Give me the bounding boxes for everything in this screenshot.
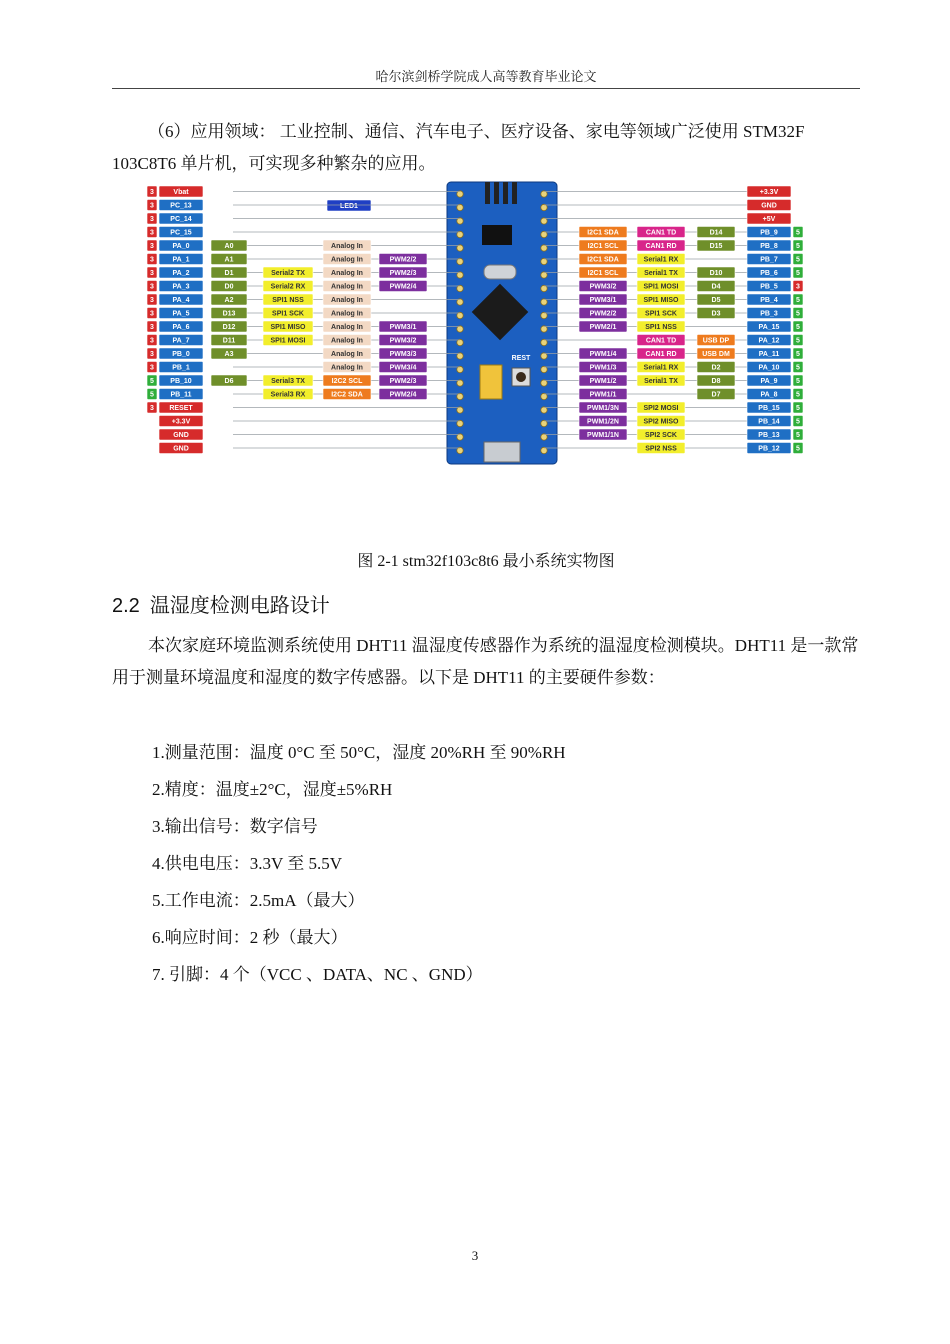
left-tolerance-badge-label: 3 xyxy=(150,310,154,318)
left-pin-name-label: PA_6 xyxy=(172,324,190,331)
left-pin-name-label: PC_14 xyxy=(170,216,192,223)
left-pin-function-label: Analog In xyxy=(331,297,363,304)
left-pin-name-label: PA_5 xyxy=(172,310,190,318)
section-heading xyxy=(112,589,330,618)
left-pin-function-label: Serial3 RX xyxy=(270,391,306,399)
left-tolerance-badge-label: 3 xyxy=(150,256,154,264)
left-tolerance-badge-label: 3 xyxy=(150,297,154,304)
left-pin-function-label: Serial3 TX xyxy=(271,378,305,385)
left-pin-function-label: PWM2/4 xyxy=(389,391,417,399)
left-tolerance-badge-label: 3 xyxy=(150,351,154,358)
right-tolerance-badge-label: 3 xyxy=(796,283,800,291)
figure-caption: 图 2-1 stm32f103c8t6 最小系统实物图 xyxy=(357,553,615,570)
right-pin-name-label: PB_6 xyxy=(760,270,778,277)
right-pin-function-label: PWM2/2 xyxy=(589,310,617,318)
running-header: 哈尔滨剑桥学院成人高等教育毕业论文 xyxy=(375,69,597,84)
left-pin-name-label: PA_0 xyxy=(172,243,190,250)
right-pin-name-label: GND xyxy=(761,202,777,210)
swd-header-pin xyxy=(494,182,499,204)
left-tolerance-badge-label: 3 xyxy=(150,216,154,223)
right-pin-function-label: Serial1 RX xyxy=(643,364,679,372)
right-pin-function-label: CAN1 TD xyxy=(645,337,677,345)
right-pin-function-label: SPI2 SCK xyxy=(645,432,677,439)
left-pin-function-label: PWM2/4 xyxy=(389,283,417,291)
right-pin-name-label: +3.3V xyxy=(759,189,779,196)
right-pin-function-label: D15 xyxy=(709,243,723,250)
left-pin-name-label: PC_15 xyxy=(170,229,192,237)
right-pin-name-label: PA_8 xyxy=(760,391,778,399)
led-label-label: LED1 xyxy=(340,203,358,210)
left-pin-function-label: A2 xyxy=(224,297,234,304)
left-pin-name-label: PC_13 xyxy=(170,202,192,210)
usb-connector xyxy=(484,442,520,462)
right-tolerance-badge-label: 5 xyxy=(796,297,800,304)
right-pin-function-label: USB DP xyxy=(702,337,730,345)
right-tolerance-badge-label: 5 xyxy=(796,270,800,277)
left-pin-name-label: GND xyxy=(173,432,189,439)
left-pin-function-label: Serial2 TX xyxy=(271,270,305,277)
right-tolerance-badge-label: 5 xyxy=(796,432,800,439)
left-tolerance-badge-label: 3 xyxy=(150,229,154,237)
right-tolerance-badge-label: 5 xyxy=(796,310,800,318)
right-pin-function-label: PWM2/1 xyxy=(589,324,617,331)
crystal xyxy=(484,265,516,279)
left-pin-function-label: Analog In xyxy=(331,351,363,358)
right-tolerance-badge-label: 5 xyxy=(796,418,800,426)
left-pin-name-label: PA_2 xyxy=(172,270,190,277)
left-tolerance-badge-label: 3 xyxy=(150,337,154,345)
right-tolerance-badge-label: 5 xyxy=(796,324,800,331)
right-pin-function-label: PWM3/1 xyxy=(589,297,617,304)
left-pin-function-label: SPI1 NSS xyxy=(272,297,304,304)
left-pin-name-label: PA_4 xyxy=(172,297,190,304)
spec-item: 3.输出信号：数字信号 xyxy=(152,817,318,836)
right-pin-function-label: D7 xyxy=(711,391,721,399)
right-pin-function-label: I2C1 SCL xyxy=(587,243,619,250)
right-pin-name-label: PB_5 xyxy=(760,283,778,291)
spec-item: 7. 引脚：4 个（VCC 、DATA、NC 、GND） xyxy=(152,965,483,984)
right-pin-function-label: D8 xyxy=(711,378,721,385)
left-pin-function-label: I2C2 SCL xyxy=(331,378,363,385)
right-pin-name-label: PB_8 xyxy=(760,243,778,250)
right-pin-name-label: PA_10 xyxy=(758,364,780,372)
boot-jumpers xyxy=(480,365,502,399)
right-pin-function-label: CAN1 RD xyxy=(645,351,677,358)
right-pin-function-label: SPI1 NSS xyxy=(645,324,677,331)
left-pin-function-label: D11 xyxy=(222,337,236,345)
left-pin-name-label: PB_11 xyxy=(170,391,192,399)
left-pin-name-label: PA_3 xyxy=(172,283,190,291)
left-pin-name-label: RESET xyxy=(169,405,193,412)
right-pin-name-label: PB_4 xyxy=(760,297,778,304)
reset-button-cap xyxy=(516,372,526,382)
left-pin-function-label: I2C2 SDA xyxy=(331,391,363,399)
regulator-chip xyxy=(482,225,512,245)
left-pin-function-label: D1 xyxy=(224,270,234,277)
left-pin-function-label: PWM3/1 xyxy=(389,324,417,331)
right-pin-name-label: PA_11 xyxy=(758,351,780,358)
section-number: 2.2 xyxy=(112,595,140,617)
left-pin-name-label: +3.3V xyxy=(171,418,191,426)
left-tolerance-badge-label: 3 xyxy=(150,324,154,331)
right-pin-function-label: D14 xyxy=(709,229,723,237)
swd-header-pin xyxy=(485,182,490,204)
right-pin-function-label: CAN1 RD xyxy=(645,243,677,250)
right-pin-function-label: Serial1 RX xyxy=(643,256,679,264)
right-tolerance-badge-label: 5 xyxy=(796,391,800,399)
dht11-spec-list xyxy=(152,734,852,993)
right-pin-function-label: I2C1 SCL xyxy=(587,270,619,277)
left-pin-function-label: SPI1 SCK xyxy=(272,310,304,318)
right-pin-name-label: PA_12 xyxy=(758,337,780,345)
right-pin-name-label: PA_9 xyxy=(760,378,778,385)
right-pin-function-label: I2C1 SDA xyxy=(587,229,619,237)
right-pin-name-label: PA_15 xyxy=(758,324,780,331)
right-pin-function-label: CAN1 TD xyxy=(645,229,677,237)
right-pin-function-label: SPI1 MISO xyxy=(643,297,679,304)
left-pin-function-label: PWM3/2 xyxy=(389,337,417,345)
left-pin-function-label: SPI1 MOSI xyxy=(270,337,306,345)
right-tolerance-badge-label: 5 xyxy=(796,405,800,412)
left-pin-name-label: PB_0 xyxy=(172,351,190,358)
left-pin-function-label: Analog In xyxy=(331,256,363,264)
right-pin-function-label: PWM1/1 xyxy=(589,391,617,399)
page-number: 3 xyxy=(471,1248,479,1263)
left-pin-function-label: PWM2/2 xyxy=(389,256,417,264)
right-pin-name-label: +5V xyxy=(762,216,776,223)
spec-item: 1.测量范围：温度 0°C 至 50°C，湿度 20%RH 至 90%RH xyxy=(152,743,566,762)
left-tolerance-badge-label: 3 xyxy=(150,405,154,412)
right-pin-function-label: I2C1 SDA xyxy=(587,256,619,264)
left-tolerance-badge-label: 3 xyxy=(150,202,154,210)
right-pin-function-label: PWM1/1N xyxy=(587,432,619,439)
spec-item: 4.供电电压：3.3V 至 5.5V xyxy=(152,854,342,873)
paragraph-dht11-intro: 本次家庭环境监测系统使用 DHT11 温湿度传感器作为系统的温湿度检测模块。DHT11 是一款常用于测量环境温度和湿度的数字传感器。以下是 DHT11 的主要硬件参数： xyxy=(112,636,859,687)
stm32-pinout-figure xyxy=(147,180,807,466)
right-pin-name-label: PB_9 xyxy=(760,229,778,237)
left-tolerance-badge-label: 3 xyxy=(150,243,154,250)
right-pin-function-label: SPI2 MISO xyxy=(643,418,679,426)
left-pin-name-label: GND xyxy=(173,445,189,453)
board-layer xyxy=(447,182,557,464)
header-rule xyxy=(112,88,860,89)
left-pin-function-label: D13 xyxy=(222,310,236,318)
right-tolerance-badge-label: 5 xyxy=(796,256,800,264)
left-pin-function-label: D6 xyxy=(224,378,234,385)
swd-header-pin xyxy=(503,182,508,204)
left-pin-function-label: A1 xyxy=(224,256,234,264)
right-pin-name-label: PB_15 xyxy=(758,405,780,412)
right-pin-function-label: D3 xyxy=(711,310,721,318)
right-pin-name-label: PB_13 xyxy=(758,432,780,439)
right-pin-function-label: PWM1/3 xyxy=(589,364,617,372)
right-pin-function-label: PWM1/2N xyxy=(587,418,619,426)
left-pin-function-label: A0 xyxy=(224,243,234,250)
right-pin-name-label: PB_7 xyxy=(760,256,778,264)
right-pin-function-label: PWM1/3N xyxy=(587,405,619,412)
right-tolerance-badge-label: 5 xyxy=(796,229,800,237)
right-pin-function-label: Serial1 TX xyxy=(644,270,678,277)
right-pin-function-label: Serial1 TX xyxy=(644,378,678,385)
left-pin-name-label: PB_10 xyxy=(170,378,192,385)
left-pin-function-label: Analog In xyxy=(331,283,363,291)
left-pin-name-label: PB_1 xyxy=(172,364,190,372)
left-pin-name-label: PA_1 xyxy=(172,256,190,264)
right-tolerance-badge-label: 5 xyxy=(796,351,800,358)
right-pin-function-label: D4 xyxy=(711,283,721,291)
right-pin-function-label: SPI2 MOSI xyxy=(643,405,679,412)
right-pin-name-label: PB_3 xyxy=(760,310,778,318)
left-tolerance-badge-label: 5 xyxy=(150,391,154,399)
spec-item: 6.响应时间：2 秒（最大） xyxy=(152,928,348,947)
left-pin-function-label: PWM2/3 xyxy=(389,270,417,277)
right-tolerance-badge-label: 5 xyxy=(796,243,800,250)
right-tolerance-badge-label: 5 xyxy=(796,378,800,385)
left-pin-function-label: D0 xyxy=(224,283,234,291)
left-pin-function-label: Analog In xyxy=(331,310,363,318)
swd-header-pin xyxy=(512,182,517,204)
left-pin-function-label: Analog In xyxy=(331,324,363,331)
left-pin-function-label: PWM2/3 xyxy=(389,378,417,385)
left-tolerance-badge-label: 3 xyxy=(150,189,154,196)
left-tolerance-badge-label: 3 xyxy=(150,283,154,291)
left-pin-function-label: D12 xyxy=(222,324,236,331)
reset-button-label: REST xyxy=(511,355,531,362)
left-pin-function-label: Analog In xyxy=(331,243,363,250)
left-pin-function-label: PWM3/4 xyxy=(389,364,417,372)
left-pin-function-label: Analog In xyxy=(331,337,363,345)
left-tolerance-badge-label: 5 xyxy=(150,378,154,385)
paragraph-application-areas: （6）应用领域： 工业控制、通信、汽车电子、医疗设备、家电等领域广泛使用 STM32F 103C8T6 单片机，可实现多种繁杂的应用。 xyxy=(112,122,805,173)
right-pin-name-label: PB_14 xyxy=(758,418,780,426)
right-tolerance-badge-label: 5 xyxy=(796,337,800,345)
left-pin-name-label: Vbat xyxy=(173,189,189,196)
right-tolerance-badge-label: 5 xyxy=(796,445,800,453)
right-pin-function-label: D2 xyxy=(711,364,721,372)
left-tolerance-badge-label: 3 xyxy=(150,364,154,372)
left-pin-function-label: A3 xyxy=(224,351,234,358)
left-pin-function-label: PWM3/3 xyxy=(389,351,417,358)
right-pin-function-label: D5 xyxy=(711,297,721,304)
right-pin-function-label: PWM3/2 xyxy=(589,283,617,291)
right-pin-function-label: PWM1/2 xyxy=(589,378,617,385)
left-pin-function-label: Serial2 RX xyxy=(270,283,306,291)
right-pin-function-label: USB DM xyxy=(702,351,730,358)
left-pin-function-label: SPI1 MISO xyxy=(270,324,306,331)
right-pin-function-label: PWM1/4 xyxy=(589,351,617,358)
left-pin-name-label: PA_7 xyxy=(172,337,190,345)
right-tolerance-badge-label: 5 xyxy=(796,364,800,372)
right-pin-function-label: SPI2 NSS xyxy=(645,445,677,453)
section-title-text: 温湿度检测电路设计 xyxy=(149,595,330,617)
spec-item: 2.精度：温度±2°C，湿度±5%RH xyxy=(152,780,393,799)
left-pin-function-label: Analog In xyxy=(331,270,363,277)
spec-item: 5.工作电流：2.5mA（最大） xyxy=(152,891,365,910)
right-pin-name-label: PB_12 xyxy=(758,445,780,453)
right-pin-function-label: D10 xyxy=(709,270,723,277)
right-pin-function-label: SPI1 SCK xyxy=(645,310,677,318)
right-pin-function-label: SPI1 MOSI xyxy=(643,283,679,291)
left-tolerance-badge-label: 3 xyxy=(150,270,154,277)
left-pin-function-label: Analog In xyxy=(331,364,363,372)
